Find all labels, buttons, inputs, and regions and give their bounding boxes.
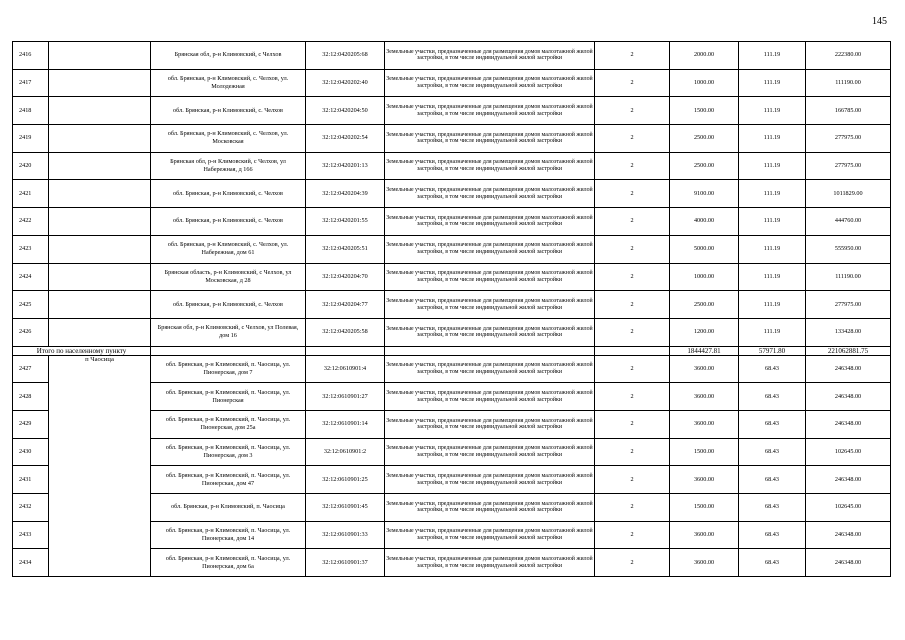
row-number-cell: 2434 [13,549,49,577]
table-row [13,208,891,236]
cadastral-value-cell: 246348.00 [806,521,891,549]
address-cell: Брянская обл, р-н Климовский, с Челхов, ул Полевая, дом 16 [151,318,306,346]
address-cell: обл. Брянская, р-н Климовский, с. Челхов [151,208,306,236]
category-cell: 2 [595,235,670,263]
locality-cell [49,97,151,125]
row-number-cell: 2433 [13,521,49,549]
area-cell: 5000.00 [670,235,739,263]
address-cell: Брянская область, р-н Климовский, с Челхов, ул Московская, д 28 [151,263,306,291]
locality-cell [49,125,151,153]
cadastral-number-cell: 32:12:0610901:45 [306,494,385,522]
cadastral-value-cell: 133428.00 [806,318,891,346]
empty-cell [385,346,595,355]
specific-value-cell: 68.43 [739,521,806,549]
address-cell: обл. Брянская, р-н Климовский, п. Чаосица, ул. Пионерская, дом 6а [151,549,306,577]
cadastral-number-cell: 32:12:0610901:25 [306,466,385,494]
land-use-cell: Земельные участки, предназначенные для размещения домов малоэтажной жилой застройки, в том числе индивидуальной жилой застройки [385,410,595,438]
specific-value-cell: 111.19 [739,318,806,346]
address-cell: обл. Брянская, р-н Климовский, с. Челхов [151,97,306,125]
locality-cell [49,208,151,236]
land-use-cell: Земельные участки, предназначенные для размещения домов малоэтажной жилой застройки, в том числе индивидуальной жилой застройки [385,318,595,346]
category-cell: 2 [595,125,670,153]
category-cell: 2 [595,291,670,319]
address-cell: обл. Брянская, р-н Климовский, п. Чаосица, ул. Пионерская, дом 14 [151,521,306,549]
land-use-cell: Земельные участки, предназначенные для размещения домов малоэтажной жилой застройки, в том числе индивидуальной жилой застройки [385,549,595,577]
cadastral-number-cell: 32:12:0420204:39 [306,180,385,208]
cadastral-value-cell: 246348.00 [806,355,891,383]
cadastral-value-cell: 166785.00 [806,97,891,125]
cadastral-number-cell: 32:12:0420202:40 [306,69,385,97]
cadastral-number-cell: 32:12:0420204:50 [306,97,385,125]
address-cell: обл. Брянская, р-н Климовский, п. Чаосица, ул. Пионерская [151,383,306,411]
category-cell: 2 [595,466,670,494]
total-cadastral-value-cell: 221062881.75 [806,346,891,355]
category-cell: 2 [595,69,670,97]
locality-cell [49,180,151,208]
row-number-cell: 2427 [13,355,49,383]
table-row [13,152,891,180]
specific-value-cell: 111.19 [739,208,806,236]
cadastral-number-cell: 32:12:0420201:13 [306,152,385,180]
land-use-cell: Земельные участки, предназначенные для размещения домов малоэтажной жилой застройки, в том числе индивидуальной жилой застройки [385,42,595,70]
specific-value-cell: 68.43 [739,383,806,411]
cadastral-number-cell: 32:12:0420201:55 [306,208,385,236]
locality-cell [49,69,151,97]
specific-value-cell: 111.19 [739,235,806,263]
row-number-cell: 2423 [13,235,49,263]
land-use-cell: Земельные участки, предназначенные для размещения домов малоэтажной жилой застройки, в том числе индивидуальной жилой застройки [385,235,595,263]
table-row [13,97,891,125]
cadastral-value-cell: 246348.00 [806,410,891,438]
area-cell: 3600.00 [670,410,739,438]
cadastral-value-cell: 111190.00 [806,69,891,97]
land-use-cell: Земельные участки, предназначенные для размещения домов малоэтажной жилой застройки, в том числе индивидуальной жилой застройки [385,125,595,153]
total-area-cell: 1844427.81 [670,346,739,355]
cadastral-number-cell: 32:12:0610901:2 [306,438,385,466]
locality-cell [49,291,151,319]
land-use-cell: Земельные участки, предназначенные для размещения домов малоэтажной жилой застройки, в том числе индивидуальной жилой застройки [385,291,595,319]
area-cell: 1500.00 [670,97,739,125]
category-cell: 2 [595,318,670,346]
cadastral-value-cell: 246348.00 [806,383,891,411]
table-row [13,318,891,346]
cadastral-number-cell: 32:12:0420205:58 [306,318,385,346]
area-cell: 3600.00 [670,521,739,549]
area-cell: 3600.00 [670,549,739,577]
row-number-cell: 2426 [13,318,49,346]
area-cell: 2000.00 [670,42,739,70]
land-use-cell: Земельные участки, предназначенные для размещения домов малоэтажной жилой застройки, в том числе индивидуальной жилой застройки [385,69,595,97]
cadastral-value-cell: 277975.00 [806,291,891,319]
table-row [13,42,891,70]
land-plots-table [12,41,891,577]
empty-cell [306,346,385,355]
cadastral-number-cell: 32:12:0420205:68 [306,42,385,70]
cadastral-value-cell: 222380.00 [806,42,891,70]
category-cell: 2 [595,549,670,577]
cadastral-value-cell: 277975.00 [806,152,891,180]
specific-value-cell: 111.19 [739,69,806,97]
row-number-cell: 2420 [13,152,49,180]
row-number-cell: 2428 [13,383,49,411]
specific-value-cell: 68.43 [739,438,806,466]
row-number-cell: 2431 [13,466,49,494]
row-number-cell: 2425 [13,291,49,319]
area-cell: 4000.00 [670,208,739,236]
address-cell: обл. Брянская, р-н Климовский, п. Чаосица, ул. Пионерская, дом 7 [151,355,306,383]
address-cell: обл. Брянская, р-н Климовский, с. Челхов [151,180,306,208]
land-use-cell: Земельные участки, предназначенные для размещения домов малоэтажной жилой застройки, в том числе индивидуальной жилой застройки [385,355,595,383]
row-number-cell: 2430 [13,438,49,466]
category-cell: 2 [595,208,670,236]
cadastral-value-cell: 277975.00 [806,125,891,153]
cadastral-value-cell: 444760.00 [806,208,891,236]
table-row [13,180,891,208]
row-number-cell: 2422 [13,208,49,236]
specific-value-cell: 68.43 [739,494,806,522]
cadastral-value-cell: 102645.00 [806,494,891,522]
area-cell: 1500.00 [670,494,739,522]
cadastral-value-cell: 1011829.00 [806,180,891,208]
cadastral-number-cell: 32:12:0610901:4 [306,355,385,383]
table-row [13,355,891,383]
address-cell: обл. Брянская, р-н Климовский, п. Чаосица, ул. Пионерская, дом 47 [151,466,306,494]
page-number: 145 [872,16,887,27]
land-use-cell: Земельные участки, предназначенные для размещения домов малоэтажной жилой застройки, в том числе индивидуальной жилой застройки [385,383,595,411]
specific-value-cell: 111.19 [739,42,806,70]
row-number-cell: 2419 [13,125,49,153]
address-cell: обл. Брянская, р-н Климовский, с. Челхов [151,291,306,319]
empty-cell [151,346,306,355]
land-use-cell: Земельные участки, предназначенные для размещения домов малоэтажной жилой застройки, в том числе индивидуальной жилой застройки [385,97,595,125]
land-use-cell: Земельные участки, предназначенные для размещения домов малоэтажной жилой застройки, в том числе индивидуальной жилой застройки [385,438,595,466]
category-cell: 2 [595,355,670,383]
total-row [13,346,891,355]
land-use-cell: Земельные участки, предназначенные для размещения домов малоэтажной жилой застройки, в том числе индивидуальной жилой застройки [385,180,595,208]
table-row [13,235,891,263]
table-row [13,69,891,97]
category-cell: 2 [595,494,670,522]
land-use-cell: Земельные участки, предназначенные для размещения домов малоэтажной жилой застройки, в том числе индивидуальной жилой застройки [385,494,595,522]
area-cell: 9100.00 [670,180,739,208]
specific-value-cell: 68.43 [739,549,806,577]
area-cell: 2500.00 [670,152,739,180]
land-use-cell: Земельные участки, предназначенные для размещения домов малоэтажной жилой застройки, в том числе индивидуальной жилой застройки [385,208,595,236]
row-number-cell: 2418 [13,97,49,125]
address-cell: обл. Брянская, р-н Климовский, п. Чаосица [151,494,306,522]
category-cell: 2 [595,383,670,411]
locality-cell [49,152,151,180]
address-cell: обл. Брянская, р-н Климовский, п. Чаосица, ул. Пионерская, дом 25а [151,410,306,438]
address-cell: Брянская обл, р-н Климовский, с Челхов, ул Набережная, д 166 [151,152,306,180]
area-cell: 1000.00 [670,263,739,291]
total-label-cell: Итого по населенному пункту [13,346,151,355]
row-number-cell: 2417 [13,69,49,97]
land-use-cell: Земельные участки, предназначенные для размещения домов малоэтажной жилой застройки, в том числе индивидуальной жилой застройки [385,263,595,291]
cadastral-value-cell: 555950.00 [806,235,891,263]
category-cell: 2 [595,97,670,125]
area-cell: 2500.00 [670,125,739,153]
category-cell: 2 [595,521,670,549]
table-row [13,263,891,291]
total-specific-value-cell: 57971.80 [739,346,806,355]
area-cell: 1200.00 [670,318,739,346]
area-cell: 3600.00 [670,383,739,411]
category-cell: 2 [595,152,670,180]
cadastral-value-cell: 246348.00 [806,466,891,494]
cadastral-value-cell: 246348.00 [806,549,891,577]
specific-value-cell: 68.43 [739,355,806,383]
cadastral-number-cell: 32:12:0420205:51 [306,235,385,263]
land-use-cell: Земельные участки, предназначенные для размещения домов малоэтажной жилой застройки, в том числе индивидуальной жилой застройки [385,152,595,180]
specific-value-cell: 111.19 [739,291,806,319]
area-cell: 1500.00 [670,438,739,466]
area-cell: 3600.00 [670,466,739,494]
area-cell: 1000.00 [670,69,739,97]
address-cell: Брянская обл, р-н Климовский, с Челхов [151,42,306,70]
row-number-cell: 2424 [13,263,49,291]
locality-cell [49,263,151,291]
cadastral-number-cell: 32:12:0610901:33 [306,521,385,549]
table-row [13,291,891,319]
cadastral-number-cell: 32:12:0420204:70 [306,263,385,291]
land-use-cell: Земельные участки, предназначенные для размещения домов малоэтажной жилой застройки, в том числе индивидуальной жилой застройки [385,521,595,549]
category-cell: 2 [595,42,670,70]
cadastral-number-cell: 32:12:0610901:27 [306,383,385,411]
locality-cell: п Чаосица [49,355,151,577]
category-cell: 2 [595,180,670,208]
row-number-cell: 2421 [13,180,49,208]
category-cell: 2 [595,438,670,466]
land-use-cell: Земельные участки, предназначенные для размещения домов малоэтажной жилой застройки, в том числе индивидуальной жилой застройки [385,466,595,494]
cadastral-number-cell: 32:12:0420204:77 [306,291,385,319]
cadastral-number-cell: 32:12:0610901:37 [306,549,385,577]
cadastral-value-cell: 111190.00 [806,263,891,291]
category-cell: 2 [595,410,670,438]
empty-cell [595,346,670,355]
row-number-cell: 2416 [13,42,49,70]
address-cell: обл. Брянская, р-н Климовский, с. Челхов, ул. Московская [151,125,306,153]
specific-value-cell: 68.43 [739,466,806,494]
category-cell: 2 [595,263,670,291]
address-cell: обл. Брянская, р-н Климовский, п. Чаосица, ул. Пионерская, дом 3 [151,438,306,466]
specific-value-cell: 111.19 [739,180,806,208]
area-cell: 2500.00 [670,291,739,319]
specific-value-cell: 111.19 [739,152,806,180]
locality-cell [49,42,151,70]
specific-value-cell: 111.19 [739,97,806,125]
specific-value-cell: 111.19 [739,125,806,153]
locality-cell [49,235,151,263]
cadastral-number-cell: 32:12:0420202:54 [306,125,385,153]
row-number-cell: 2429 [13,410,49,438]
table-body [13,42,891,577]
cadastral-number-cell: 32:12:0610901:14 [306,410,385,438]
area-cell: 3600.00 [670,355,739,383]
address-cell: обл. Брянская, р-н Климовский, с. Челхов, ул. Набережная, дом 61 [151,235,306,263]
locality-cell [49,318,151,346]
row-number-cell: 2432 [13,494,49,522]
specific-value-cell: 111.19 [739,263,806,291]
specific-value-cell: 68.43 [739,410,806,438]
address-cell: обл. Брянская, р-н Климовский, с. Челхов, ул. Молодежная [151,69,306,97]
table-row [13,125,891,153]
cadastral-value-cell: 102645.00 [806,438,891,466]
